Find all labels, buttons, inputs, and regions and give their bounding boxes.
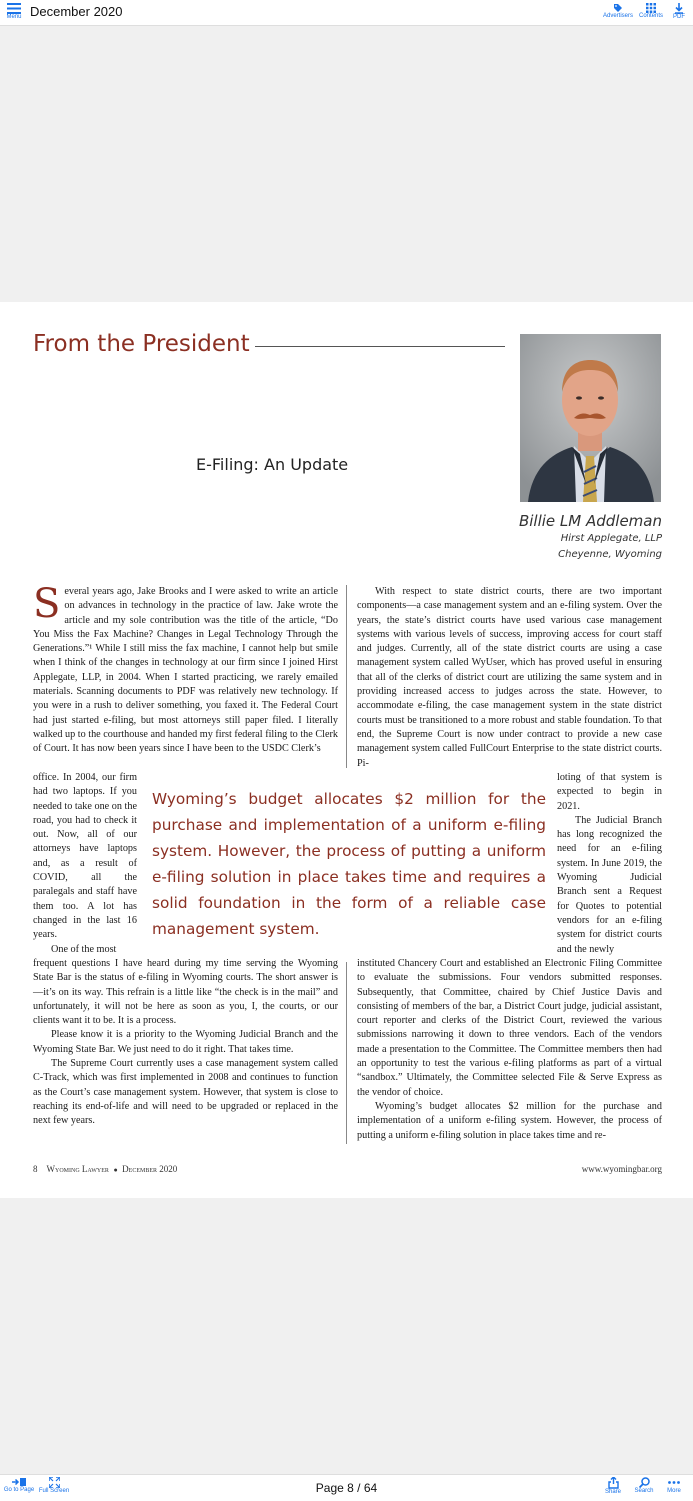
more-icon [668,1477,680,1488]
hamburger-menu-icon [7,3,21,14]
paragraph: The Supreme Court currently uses a case management system called C-Track, which was first implemented in 2008 and continues to function as the Court’s case management system. However, that system is close to reaching its end-of-life and will need to be upgraded or replaced in the next few years. [33,1058,338,1127]
full-screen-label: Full Screen [38,1488,70,1494]
paragraph: Please know it is a priority to the Wyoming Judicial Branch and the Wyoming State Bar. We just need to do it right. That takes time. [33,1029,338,1055]
footer-publication: Wyoming Lawyer [46,1164,109,1174]
article-column-right [357,585,662,771]
search-icon [639,1477,650,1488]
author-location: Cheyenne, Wyoming [558,549,662,560]
tag-icon [613,3,623,13]
paragraph: office. In 2004, our firm had two laptops. If you needed to take one on the road, you had to check it out. Now, all of our attorneys have laptops and, as a result of COVID, all the paralegals and staff have them too. A lot has changed in the last 16 years. [33,772,137,941]
paragraph: instituted Chancery Court and established an Electronic Filing Committee to evaluate the submissions. Four vendors submitted responses. Subsequently, that Committee, chaired by Chief Justice Davis and consisting of members of the bar, a District Court judge, judicial assistant, court reporter and clerks of the District Court, reviewed the various submissions narrowing it down to three vendors. Each of the vendors made a presentation to the Committee. The Committee members then had an opportunity to test the various e-filing platforms as part of a virtual “sandbox.” Ultimately, the Committee selected File & Serve Express as the vendor of choice. [357,958,662,1098]
article-column-left [33,581,338,757]
download-icon [674,3,684,14]
author-photo [520,334,661,502]
paragraph: loting of that system is expected to begin in 2021. [557,772,662,812]
menu-button[interactable] [4,3,24,24]
top-toolbar [0,0,693,26]
article-column-right-wrap [557,771,662,957]
paragraph: One of the most [51,943,117,955]
article-column-left-wrap [33,771,137,957]
document-title: December 2020 [30,4,123,19]
grid-icon [646,3,656,13]
share-button[interactable] [602,1477,624,1496]
contents-label: Contents [638,13,663,19]
contents-button[interactable] [637,3,665,20]
column-divider [346,962,347,1144]
paragraph: The Judicial Branch has long recognized the need for an e-filing system. In June 2019, the Wyoming Judicial Branch sent a Request for Quotes to potential vendors for an e-filing system for district courts and the newly [557,814,662,955]
title-divider [255,346,505,347]
share-icon [608,1477,619,1489]
paragraph: Wyoming’s budget allocates $2 million for the purchase and implementation of a uniform e-filing system. However, the process of putting a uniform e-filing solution in place takes time and re- [357,1100,662,1141]
menu-label: Menu [6,14,22,20]
advertisers-label: Advertisers [602,13,633,19]
page-indicator[interactable]: Page 8 / 64 [315,1481,378,1495]
pull-quote: Wyoming’s budget allocates $2 million for the purchase and implementation of a uniform e-filing system. However, the process of putting a uniform e-filing solution in place takes time and requires a solid foundation in the form of a reliable case management system. [152,790,546,938]
column-divider [346,585,347,768]
more-label: More [667,1488,681,1494]
footer-page-number: 8 [33,1164,38,1174]
article-column-right-bottom [357,957,662,1143]
author-name: Billie LM Addleman [518,512,662,530]
more-button[interactable] [663,1477,685,1495]
bottom-toolbar [0,1474,693,1501]
footer-issue: December 2020 [122,1164,178,1174]
drop-cap: S [33,581,61,627]
paragraph: frequent questions I have heard during my time serving the Wyoming State Bar is the status of e-filing in Wyoming courts. The short answer is—it’s on its way. This refrain is a little like “the check is in the mail” and unfortunately, it will not be here as soon as you, I, the courts, or our clients want it to be. It is a process. [33,958,338,1027]
paragraph: With respect to state district courts, there are two important components—a case management system and an e-filing system. Over the years, the state’s district courts have used various case management systems with various levels of success, improving access for court staff and judges. Currently, all of the state district courts are using a case management system called WyUser, which has proved useful in ensuring that all of the clerks of district court are utilizing the same system and in providing increased access to judges across the state. However, to accommodate e-filing, the case management system in the state district courts must be transitioned to a more robust and stable foundation. To that end, the Supreme Court is now under contract to provide a new case management system called FullCourt Enterprise to the state district courts. Pi- [357,586,662,769]
footer-url: www.wyomingbar.org [581,1164,662,1174]
advertisers-button[interactable] [602,3,634,20]
search-button[interactable] [631,1477,657,1495]
article-column-left-bottom [33,957,338,1129]
pdf-label: PDF [673,14,685,20]
author-firm: Hirst Applegate, LLP [560,533,662,544]
pdf-download-button[interactable] [670,3,688,21]
go-to-page-label: Go to Page [3,1487,35,1493]
page-footer-left [33,1164,177,1174]
footer-bullet: ● [113,1166,118,1174]
section-title: From the President [33,331,250,357]
article-title: E-Filing: An Update [196,455,349,474]
search-label: Search [634,1488,654,1494]
share-label: Share [604,1489,621,1495]
paragraph: everal years ago, Jake Brooks and I were asked to write an article on advances in technology in the practice of law. Jake wrote the article and my sole contribution was the title of the article, “Do You Miss the Fax Machine? Changes in Legal Technology Through the Generations.”¹ While I still miss the fax machine, I cannot help but smile when I think of the changes in technology at our firm since I joined Hirst Applegate, LLP, in 2004. When I started practicing, we rarely emailed materials. Scanning documents to PDF was relatively new technology. If you were in a rush to deliver something, you faxed it. The Federal Court had just started e-filing, but most attorneys still paper filed. I literally walked up to the courthouse and handed my first federal filing to the Clerk of Court. It has now been years since I have been to the USDC Clerk’s [33,586,338,755]
